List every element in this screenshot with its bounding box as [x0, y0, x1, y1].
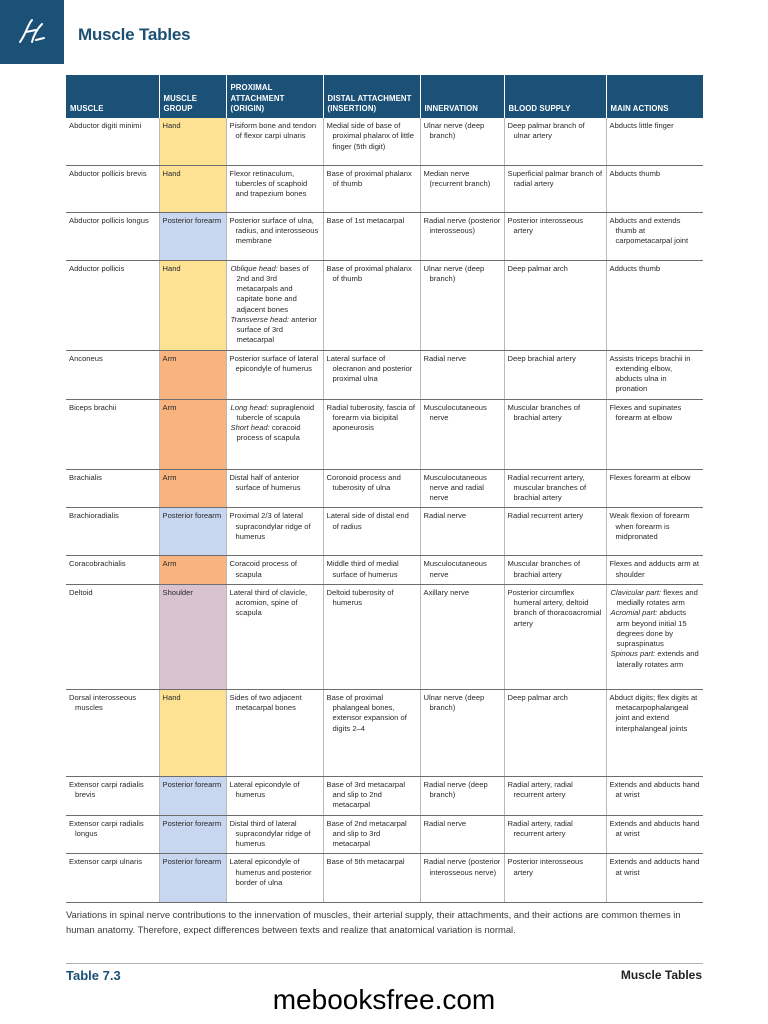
- origin-cell: Lateral third of clavicle, acromion, spine of scapula: [226, 584, 323, 689]
- muscle-group-cell: Posterior forearm: [159, 815, 226, 854]
- muscle-group-cell: Hand: [159, 689, 226, 776]
- innervation-cell: Radial nerve (posterior interosseous): [420, 212, 504, 260]
- table-row: [66, 556, 703, 585]
- muscle-name-cell: Abductor pollicis longus: [66, 212, 159, 260]
- muscle-group-cell: Hand: [159, 118, 226, 165]
- innervation-cell: Axillary nerve: [420, 584, 504, 689]
- insertion-cell: Base of 5th metacarpal: [323, 854, 420, 903]
- origin-cell: Lateral epicondyle of humerus: [226, 776, 323, 815]
- part-text: anterior surface of 3rd metacarpal: [236, 314, 317, 345]
- part-label: Short head:: [230, 423, 270, 432]
- actions-cell: Extends and abducts hand at wrist: [606, 815, 703, 854]
- origin-cell: Posterior surface of lateral epicondyle of humerus: [226, 350, 323, 399]
- insertion-cell: Medial side of base of proximal phalanx of little finger (5th digit): [323, 118, 420, 165]
- origin-cell: Distal half of anterior surface of humerus: [226, 469, 323, 508]
- innervation-cell: Radial nerve: [420, 815, 504, 854]
- muscle-table: [66, 75, 703, 903]
- blood-supply-cell: Superficial palmar branch of radial artery: [504, 165, 606, 212]
- insertion-cell: Base of 3rd metacarpal and slip to 2nd metacarpal: [323, 776, 420, 815]
- actions-cell-part: [611, 588, 701, 609]
- part-text: flexes and medially rotates arm: [616, 587, 698, 607]
- actions-cell: Adducts thumb: [606, 260, 703, 350]
- blood-supply-cell: Radial recurrent artery, muscular branches of brachial artery: [504, 469, 606, 508]
- origin-cell: Flexor retinaculum, tubercles of scaphoid and trapezium bones: [226, 165, 323, 212]
- actions-cell: Extends and abducts hand at wrist: [606, 776, 703, 815]
- actions-cell: Flexes and supinates forearm at elbow: [606, 399, 703, 469]
- muscle-group-cell: Hand: [159, 260, 226, 350]
- muscle-name-cell: Brachialis: [66, 469, 159, 508]
- muscle-name-cell: Extensor carpi ulnaris: [66, 854, 159, 903]
- blood-supply-cell: Deep palmar branch of ulnar artery: [504, 118, 606, 165]
- muscle-name-cell: Brachioradialis: [66, 508, 159, 556]
- netter-logo: [0, 0, 64, 64]
- insertion-cell: Base of proximal phalanx of thumb: [323, 165, 420, 212]
- innervation-cell: Ulnar nerve (deep branch): [420, 118, 504, 165]
- part-label: Oblique head:: [230, 263, 278, 273]
- muscle-name-cell: Abductor pollicis brevis: [66, 165, 159, 212]
- innervation-cell: Musculocutaneous nerve: [420, 556, 504, 585]
- actions-cell: Assists triceps brachii in extending elbow, abducts ulna in pronation: [606, 350, 703, 399]
- part-text: supraglenoid tubercle of scapula: [236, 402, 315, 422]
- muscle-group-cell: Arm: [159, 350, 226, 399]
- actions-cell: Flexes forearm at elbow: [606, 469, 703, 508]
- insertion-cell: Radial tuberosity, fascia of forearm via bicipital aponeurosis: [323, 399, 420, 469]
- table-number: Table 7.3: [66, 968, 121, 983]
- muscle-group-cell: Shoulder: [159, 584, 226, 689]
- origin-cell-part: [231, 403, 320, 424]
- origin-cell: [226, 260, 323, 350]
- blood-supply-cell: Muscular branches of brachial artery: [504, 399, 606, 469]
- origin-cell: Lateral epicondyle of humerus and posterior border of ulna: [226, 854, 323, 903]
- column-header: BLOOD SUPPLY: [504, 75, 606, 118]
- column-header: MUSCLE GROUP: [159, 75, 226, 118]
- actions-cell: Abducts little finger: [606, 118, 703, 165]
- page-header: [0, 0, 768, 64]
- blood-supply-cell: Deep brachial artery: [504, 350, 606, 399]
- origin-cell: Coracoid process of scapula: [226, 556, 323, 585]
- column-header: PROXIMAL ATTACHMENT (ORIGIN): [226, 75, 323, 118]
- blood-supply-cell: Radial recurrent artery: [504, 508, 606, 556]
- muscle-name-cell: Extensor carpi radialis brevis: [66, 776, 159, 815]
- innervation-cell: Median nerve (recurrent branch): [420, 165, 504, 212]
- part-label: Acromial part:: [610, 608, 658, 618]
- origin-cell: Sides of two adjacent metacarpal bones: [226, 689, 323, 776]
- origin-cell-part: [231, 264, 320, 315]
- origin-cell-part: [231, 315, 320, 346]
- insertion-cell: Base of 1st metacarpal: [323, 212, 420, 260]
- origin-cell: Pisiform bone and tendon of flexor carpi ulnaris: [226, 118, 323, 165]
- insertion-cell: Base of proximal phalanx of thumb: [323, 260, 420, 350]
- table-row: [66, 776, 703, 815]
- page-title: Muscle Tables: [78, 25, 191, 44]
- table-row: [66, 212, 703, 260]
- table-row: [66, 815, 703, 854]
- blood-supply-cell: Deep palmar arch: [504, 689, 606, 776]
- muscle-name-cell: Coracobrachialis: [66, 556, 159, 585]
- insertion-cell: Middle third of medial surface of humerus: [323, 556, 420, 585]
- netter-signature-icon: [12, 12, 52, 52]
- column-header: DISTAL ATTACHMENT (INSERTION): [323, 75, 420, 118]
- table-row: [66, 854, 703, 903]
- muscle-group-cell: Arm: [159, 556, 226, 585]
- table-row: [66, 584, 703, 689]
- insertion-cell: Lateral surface of olecranon and posterior proximal ulna: [323, 350, 420, 399]
- insertion-cell: Base of proximal phalangeal bones, extensor expansion of digits 2–4: [323, 689, 420, 776]
- muscle-name-cell: Biceps brachii: [66, 399, 159, 469]
- actions-cell: Abducts and extends thumb at carpometacarpal joint: [606, 212, 703, 260]
- blood-supply-cell: Posterior circumflex humeral artery, deltoid branch of thoracoacromial artery: [504, 584, 606, 689]
- actions-cell-part: [611, 649, 701, 670]
- table-row: [66, 689, 703, 776]
- blood-supply-cell: Posterior interosseous artery: [504, 854, 606, 903]
- table-header-row: [66, 75, 703, 118]
- actions-cell: Weak flexion of forearm when forearm is midpronated: [606, 508, 703, 556]
- watermark: mebooksfree.com: [272, 984, 496, 1015]
- muscle-group-cell: Hand: [159, 165, 226, 212]
- table-row: [66, 118, 703, 165]
- actions-cell: Abducts thumb: [606, 165, 703, 212]
- innervation-cell: Radial nerve (deep branch): [420, 776, 504, 815]
- insertion-cell: Deltoid tuberosity of humerus: [323, 584, 420, 689]
- muscle-name-cell: Deltoid: [66, 584, 159, 689]
- column-header: MUSCLE: [66, 75, 159, 118]
- actions-cell: Abduct digits; flex digits at metacarpophalangeal joint and extend interphalangeal joints: [606, 689, 703, 776]
- origin-cell-part: [231, 423, 320, 444]
- actions-cell-part: [611, 608, 701, 649]
- origin-cell: Distal third of lateral supracondylar ridge of humerus: [226, 815, 323, 854]
- muscle-group-cell: Posterior forearm: [159, 212, 226, 260]
- table-row: [66, 469, 703, 508]
- insertion-cell: Coronoid process and tuberosity of ulna: [323, 469, 420, 508]
- origin-cell: Proximal 2/3 of lateral supracondylar ridge of humerus: [226, 508, 323, 556]
- blood-supply-cell: Deep palmar arch: [504, 260, 606, 350]
- footer-section-title: Muscle Tables: [620, 968, 702, 982]
- muscle-group-cell: Posterior forearm: [159, 776, 226, 815]
- table-body: [66, 118, 703, 903]
- innervation-cell: Musculocutaneous nerve and radial nerve: [420, 469, 504, 508]
- blood-supply-cell: Posterior interosseous artery: [504, 212, 606, 260]
- blood-supply-cell: Radial artery, radial recurrent artery: [504, 815, 606, 854]
- part-label: Transverse head:: [230, 314, 290, 324]
- blood-supply-cell: Muscular branches of brachial artery: [504, 556, 606, 585]
- part-text: extends and laterally rotates arm: [616, 649, 699, 669]
- table-footnote: Variations in spinal nerve contributions to the innervation of muscles, their arterial supply, their attachments, and their actions are common themes in human anatomy. Therefore, expect differences between texts and realize that anatomical variation is normal.: [66, 909, 681, 935]
- origin-cell: [226, 399, 323, 469]
- innervation-cell: Musculocutaneous nerve: [420, 399, 504, 469]
- muscle-name-cell: Dorsal interosseous muscles: [66, 689, 159, 776]
- innervation-cell: Radial nerve (posterior interosseous nerve): [420, 854, 504, 903]
- innervation-cell: Ulnar nerve (deep branch): [420, 689, 504, 776]
- insertion-cell: Lateral side of distal end of radius: [323, 508, 420, 556]
- column-header: INNERVATION: [420, 75, 504, 118]
- muscle-group-cell: Arm: [159, 469, 226, 508]
- actions-cell: Extends and adducts hand at wrist: [606, 854, 703, 903]
- muscle-name-cell: Anconeus: [66, 350, 159, 399]
- column-header: MAIN ACTIONS: [606, 75, 703, 118]
- innervation-cell: Radial nerve: [420, 508, 504, 556]
- part-label: Spinous part:: [610, 649, 656, 659]
- part-text: bases of 2nd and 3rd metacarpals and capitate bone and adjacent bones: [236, 263, 309, 314]
- part-label: Long head:: [230, 402, 269, 412]
- actions-cell: [606, 584, 703, 689]
- muscle-group-cell: Posterior forearm: [159, 508, 226, 556]
- actions-cell: Flexes and adducts arm at shoulder: [606, 556, 703, 585]
- blood-supply-cell: Radial artery, radial recurrent artery: [504, 776, 606, 815]
- innervation-cell: Ulnar nerve (deep branch): [420, 260, 504, 350]
- footer-divider: [66, 963, 703, 964]
- muscle-name-cell: Extensor carpi radialis longus: [66, 815, 159, 854]
- table-row: [66, 165, 703, 212]
- muscle-name-cell: Adductor pollicis: [66, 260, 159, 350]
- table-row: [66, 399, 703, 469]
- muscle-group-cell: Posterior forearm: [159, 854, 226, 903]
- table-row: [66, 508, 703, 556]
- origin-cell: Posterior surface of ulna, radius, and interosseous membrane: [226, 212, 323, 260]
- part-label: Clavicular part:: [610, 587, 662, 597]
- innervation-cell: Radial nerve: [420, 350, 504, 399]
- muscle-group-cell: Arm: [159, 399, 226, 469]
- part-text: abducts arm beyond initial 15 degrees done by supraspinatus: [616, 608, 687, 648]
- part-text: coracoid process of scapula: [236, 423, 301, 443]
- muscle-name-cell: Abductor digiti minimi: [66, 118, 159, 165]
- table-row: [66, 260, 703, 350]
- insertion-cell: Base of 2nd metacarpal and slip to 3rd metacarpal: [323, 815, 420, 854]
- table-row: [66, 350, 703, 399]
